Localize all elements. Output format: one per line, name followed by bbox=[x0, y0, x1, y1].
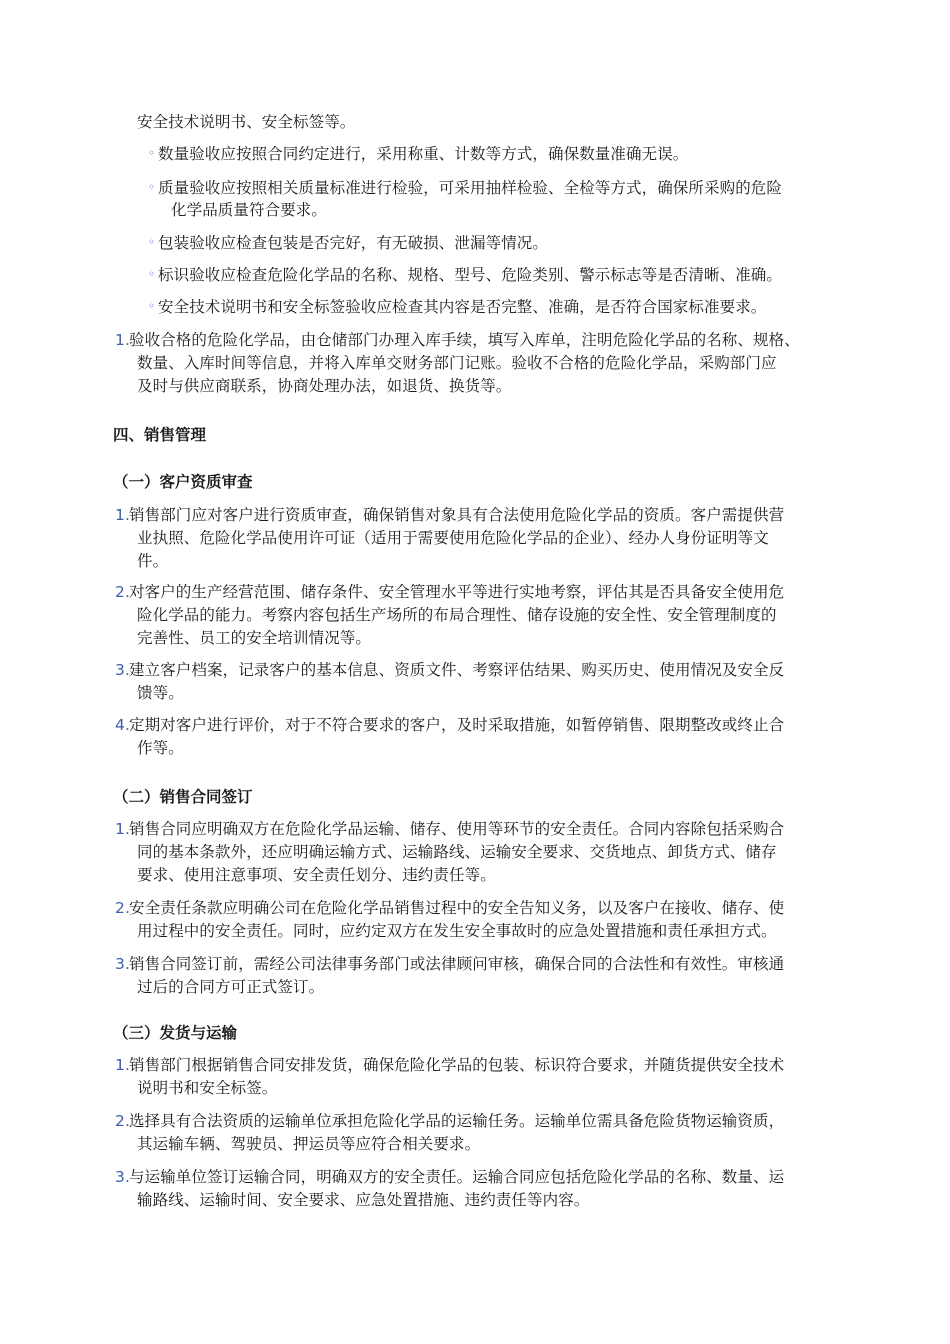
subsection-title: （三）发货与运输 bbox=[113, 1024, 238, 1042]
list-item-text: 及时与供应商联系，协商处理办法，如退货、换货等。 bbox=[137, 377, 512, 395]
list-item-text: 销售合同签订前，需经公司法律事务部门或法律顾问审核，确保合同的合法性和有效性。审核通 bbox=[129, 955, 785, 973]
list-item-text: 验收合格的危险化学品，由仓储部门办理入库手续，填写入库单，注明危险化学品的名称、规格、 bbox=[129, 331, 800, 349]
list-item-text: 馈等。 bbox=[137, 684, 184, 702]
list-number: 1. bbox=[115, 820, 130, 838]
sub-item-text: 质量验收应按照相关质量标准进行检验，可采用抽样检验、全检等方式，确保所采购的危险 bbox=[158, 179, 783, 197]
list-number: 2. bbox=[115, 899, 130, 917]
sub-bullet: ◦ bbox=[148, 180, 156, 194]
list-item-text: 销售合同应明确双方在危险化学品运输、储存、使用等环节的安全责任。合同内容除包括采购合 bbox=[129, 820, 785, 838]
subsection-title: （一）客户资质审查 bbox=[113, 473, 253, 491]
sub-bullet: ◦ bbox=[148, 146, 156, 160]
sub-item-text: 数量验收应按照合同约定进行，采用称重、计数等方式，确保数量准确无误。 bbox=[158, 145, 689, 163]
sub-item-text: 包装验收应检查包装是否完好，有无破损、泄漏等情况。 bbox=[158, 234, 549, 252]
list-item-text: 业执照、危险化学品使用许可证（适用于需要使用危险化学品的企业）、经办人身份证明等文 bbox=[137, 529, 769, 547]
list-number: 3. bbox=[115, 1168, 130, 1186]
list-item-text: 与运输单位签订运输合同，明确双方的安全责任。运输合同应包括危险化学品的名称、数量、运 bbox=[129, 1168, 785, 1186]
list-item-text: 过后的合同方可正式签订。 bbox=[137, 978, 325, 996]
sub-bullet: ◦ bbox=[148, 235, 156, 249]
sub-item-text: 标识验收应检查危险化学品的名称、规格、型号、危险类别、警示标志等是否清晰、准确。 bbox=[158, 266, 783, 284]
sub-bullet: ◦ bbox=[148, 267, 156, 281]
list-item-text: 销售部门应对客户进行资质审查，确保销售对象具有合法使用危险化学品的资质。客户需提供营 bbox=[129, 506, 785, 524]
list-item-text: 销售部门根据销售合同安排发货，确保危险化学品的包装、标识符合要求，并随货提供安全技术 bbox=[129, 1056, 785, 1074]
subsection-title: （二）销售合同签订 bbox=[113, 788, 253, 806]
list-number: 3. bbox=[115, 955, 130, 973]
list-number: 1. bbox=[115, 331, 130, 349]
list-number: 3. bbox=[115, 661, 130, 679]
list-number: 2. bbox=[115, 583, 130, 601]
list-item-text: 对客户的生产经营范围、储存条件、安全管理水平等进行实地考察，评估其是否具备安全使用危 bbox=[129, 583, 785, 601]
list-item-text: 用过程中的安全责任。同时，应约定双方在发生安全事故时的应急处置措施和责任承担方式。 bbox=[137, 922, 777, 940]
list-item-text: 其运输车辆、驾驶员、押运员等应符合相关要求。 bbox=[137, 1135, 481, 1153]
sub-item-text: 化学品质量符合要求。 bbox=[171, 201, 328, 219]
list-number: 2. bbox=[115, 1112, 130, 1130]
list-item-text: 同的基本条款外，还应明确运输方式、运输路线、运输安全要求、交货地点、卸货方式、储存 bbox=[137, 843, 777, 861]
continuation-text: 安全技术说明书、安全标签等。 bbox=[137, 113, 356, 131]
list-item-text: 定期对客户进行评价，对于不符合要求的客户，及时采取措施，如暂停销售、限期整改或终止合 bbox=[129, 716, 785, 734]
list-item-text: 选择具有合法资质的运输单位承担危险化学品的运输任务。运输单位需具备危险货物运输资质， bbox=[129, 1112, 785, 1130]
list-item-text: 完善性、员工的安全培训情况等。 bbox=[137, 629, 372, 647]
list-item-text: 作等。 bbox=[137, 739, 184, 757]
list-item-text: 说明书和安全标签。 bbox=[137, 1079, 278, 1097]
list-number: 4. bbox=[115, 716, 130, 734]
list-item-text: 数量、入库时间等信息，并将入库单交财务部门记账。验收不合格的危险化学品，采购部门应 bbox=[137, 354, 777, 372]
list-item-text: 安全责任条款应明确公司在危险化学品销售过程中的安全告知义务，以及客户在接收、储存、使 bbox=[129, 899, 785, 917]
sub-item-text: 安全技术说明书和安全标签验收应检查其内容是否完整、准确，是否符合国家标准要求。 bbox=[158, 298, 767, 316]
list-item-text: 险化学品的能力。考察内容包括生产场所的布局合理性、储存设施的安全性、安全管理制度的 bbox=[137, 606, 777, 624]
list-item-text: 件。 bbox=[137, 552, 169, 570]
list-number: 1. bbox=[115, 506, 130, 524]
list-item-text: 建立客户档案，记录客户的基本信息、资质文件、考察评估结果、购买历史、使用情况及安全反 bbox=[129, 661, 785, 679]
list-number: 1. bbox=[115, 1056, 130, 1074]
list-item-text: 要求、使用注意事项、安全责任划分、违约责任等。 bbox=[137, 866, 496, 884]
sub-bullet: ◦ bbox=[148, 299, 156, 313]
section-title: 四、销售管理 bbox=[113, 426, 207, 444]
list-item-text: 输路线、运输时间、安全要求、应急处置措施、违约责任等内容。 bbox=[137, 1191, 590, 1209]
